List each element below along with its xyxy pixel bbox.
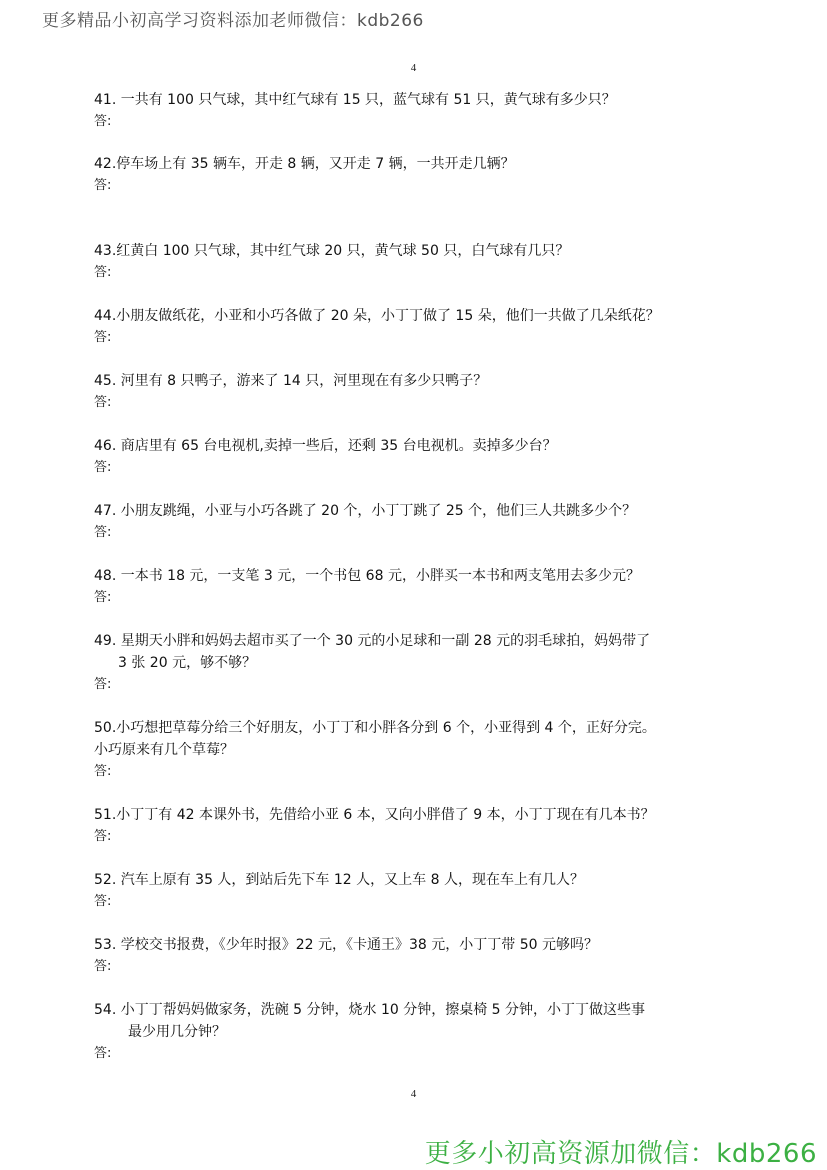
problem-53	[94, 934, 744, 978]
question-text: 43.红黄白 100 只气球，其中红气球 20 只，黄气球 50 只，白气球有几只？	[94, 243, 570, 259]
question-text-continued: 最少用几分钟？	[128, 1024, 226, 1040]
answer-label: 答:	[94, 178, 112, 193]
problem-45	[94, 370, 744, 414]
problem-54	[94, 999, 744, 1065]
problem-49	[94, 630, 744, 696]
question-text-continued: 小巧原来有几个草莓？	[94, 742, 234, 758]
question-text: 45. 河里有 8 只鸭子，游来了 14 只，河里现在有多少只鸭子？	[94, 373, 488, 389]
answer-label: 答:	[94, 894, 112, 909]
question-text: 44.小朋友做纸花，小亚和小巧各做了 20 朵，小丁丁做了 15 朵，他们一共做了几朵纸花？	[94, 308, 660, 324]
answer-label: 答:	[94, 395, 112, 410]
problem-41	[94, 89, 744, 133]
answer-label: 答:	[94, 1046, 112, 1061]
page-number-bottom: 4	[410, 1088, 417, 1100]
answer-label: 答:	[94, 265, 112, 280]
question-text: 42.停车场上有 35 辆车，开走 8 辆，又开走 7 辆，一共开走几辆？	[94, 156, 515, 172]
problem-44	[94, 305, 744, 349]
question-text: 47. 小朋友跳绳，小亚与小巧各跳了 20 个，小丁丁跳了 25 个，他们三人共跳多少个？	[94, 503, 637, 519]
question-text-continued: 3 张 20 元，够不够？	[118, 655, 257, 671]
question-text: 50.小巧想把草莓分给三个好朋友，小丁丁和小胖各分到 6 个，小亚得到 4 个，正好分完。	[94, 720, 656, 736]
answer-label: 答:	[94, 590, 112, 605]
question-text: 54. 小丁丁帮妈妈做家务，洗碗 5 分钟，烧水 10 分钟，擦桌椅 5 分钟，小丁丁做这些事	[94, 1002, 646, 1018]
problem-42	[94, 153, 744, 197]
answer-label: 答:	[94, 330, 112, 345]
answer-label: 答:	[94, 829, 112, 844]
problem-47	[94, 500, 744, 544]
problem-52	[94, 869, 744, 913]
question-text: 49. 星期天小胖和妈妈去超市买了一个 30 元的小足球和一副 28 元的羽毛球拍，妈妈带了	[94, 633, 651, 649]
question-text: 52. 汽车上原有 35 人，到站后先下车 12 人，又上车 8 人，现在车上有几人？	[94, 872, 584, 888]
question-text: 53. 学校交书报费，《少年时报》22 元，《卡通王》38 元，小丁丁带 50 元够吗？	[94, 937, 598, 953]
question-text: 48. 一本书 18 元，一支笔 3 元，一个书包 68 元，小胖买一本书和两支笔用去多少元？	[94, 568, 640, 584]
answer-label: 答:	[94, 677, 112, 692]
question-text: 41. 一共有 100 只气球，其中红气球有 15 只，蓝气球有 51 只，黄气球有多少只？	[94, 92, 616, 108]
header-watermark: 更多精品小初高学习资料添加老师微信：kdb266	[42, 11, 424, 31]
problem-51	[94, 804, 744, 848]
problem-50	[94, 717, 744, 783]
problem-48	[94, 565, 744, 609]
answer-label: 答:	[94, 114, 112, 129]
question-text: 51.小丁丁有 42 本课外书，先借给小亚 6 本，又向小胖借了 9 本，小丁丁现在有几本书？	[94, 807, 655, 823]
answer-label: 答:	[94, 959, 112, 974]
answer-label: 答:	[94, 525, 112, 540]
footer-watermark: 更多小初高资源加微信：kdb266	[424, 1139, 817, 1169]
problem-46	[94, 435, 744, 479]
page-number-top: 4	[410, 62, 417, 74]
answer-label: 答:	[94, 460, 112, 475]
problem-43	[94, 240, 744, 284]
question-text: 46. 商店里有 65 台电视机,卖掉一些后，还剩 35 台电视机。卖掉多少台？	[94, 438, 557, 454]
answer-label: 答:	[94, 764, 112, 779]
